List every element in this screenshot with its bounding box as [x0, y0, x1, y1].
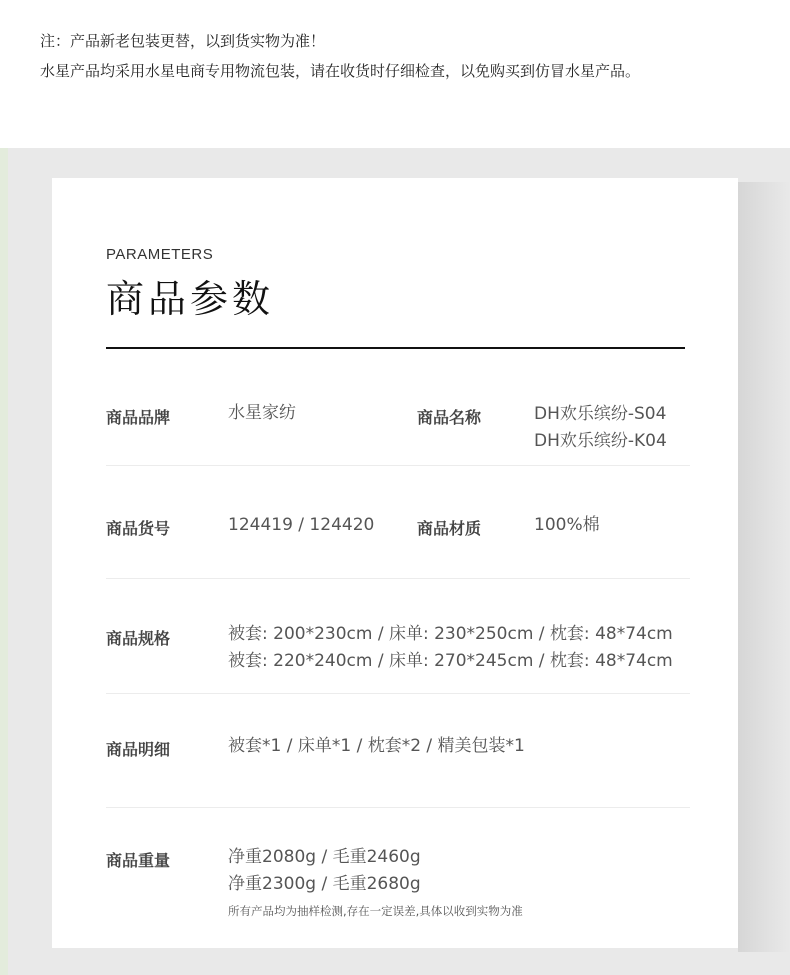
section-title-en: PARAMETERS — [106, 246, 214, 263]
card-shadow — [738, 182, 790, 952]
notice-line-2: 水星产品均采用水星电商专用物流包装，请在收货时仔细检查，以免购买到仿冒水星产品。 — [40, 62, 641, 80]
weight-value: 净重2300g / 毛重2680g — [228, 874, 421, 894]
spec-values — [228, 621, 673, 675]
brand-value: 水星家纺 — [228, 403, 296, 423]
detail-value: 被套*1 / 床单*1 / 枕套*2 / 精美包装*1 — [228, 736, 525, 756]
weight-label: 商品重量 — [106, 851, 171, 870]
brand-label: 商品品牌 — [106, 408, 171, 427]
material-label: 商品材质 — [417, 519, 482, 538]
row-divider — [106, 578, 690, 579]
sku-label: 商品货号 — [106, 519, 171, 538]
spec-value: 被套: 220*240cm / 床单: 270*245cm / 枕套: 48*74cm — [228, 651, 673, 671]
row-divider — [106, 465, 690, 466]
product-name-values — [534, 401, 667, 455]
product-name-label: 商品名称 — [417, 408, 482, 427]
notice — [40, 26, 780, 86]
row-divider — [106, 807, 690, 808]
row-divider — [106, 693, 690, 694]
title-divider — [106, 347, 685, 349]
material-value: 100%棉 — [534, 515, 600, 535]
section-title-zh: 商品参数 — [106, 277, 275, 321]
weight-note: 所有产品均为抽样检测,存在一定误差,具体以收到实物为准 — [228, 904, 523, 918]
weight-values — [228, 844, 421, 898]
detail-label: 商品明细 — [106, 740, 171, 759]
weight-value: 净重2080g / 毛重2460g — [228, 847, 421, 867]
product-name-value: DH欢乐缤纷-K04 — [534, 431, 667, 451]
product-name-value: DH欢乐缤纷-S04 — [534, 404, 667, 424]
parameters-card — [52, 178, 738, 948]
sku-value: 124419 / 124420 — [228, 515, 375, 535]
spec-value: 被套: 200*230cm / 床单: 230*250cm / 枕套: 48*74cm — [228, 624, 673, 644]
notice-line-1: 注：产品新老包装更替，以到货实物为准！ — [40, 32, 326, 50]
left-accent-strip — [0, 148, 8, 975]
spec-label: 商品规格 — [106, 629, 171, 648]
